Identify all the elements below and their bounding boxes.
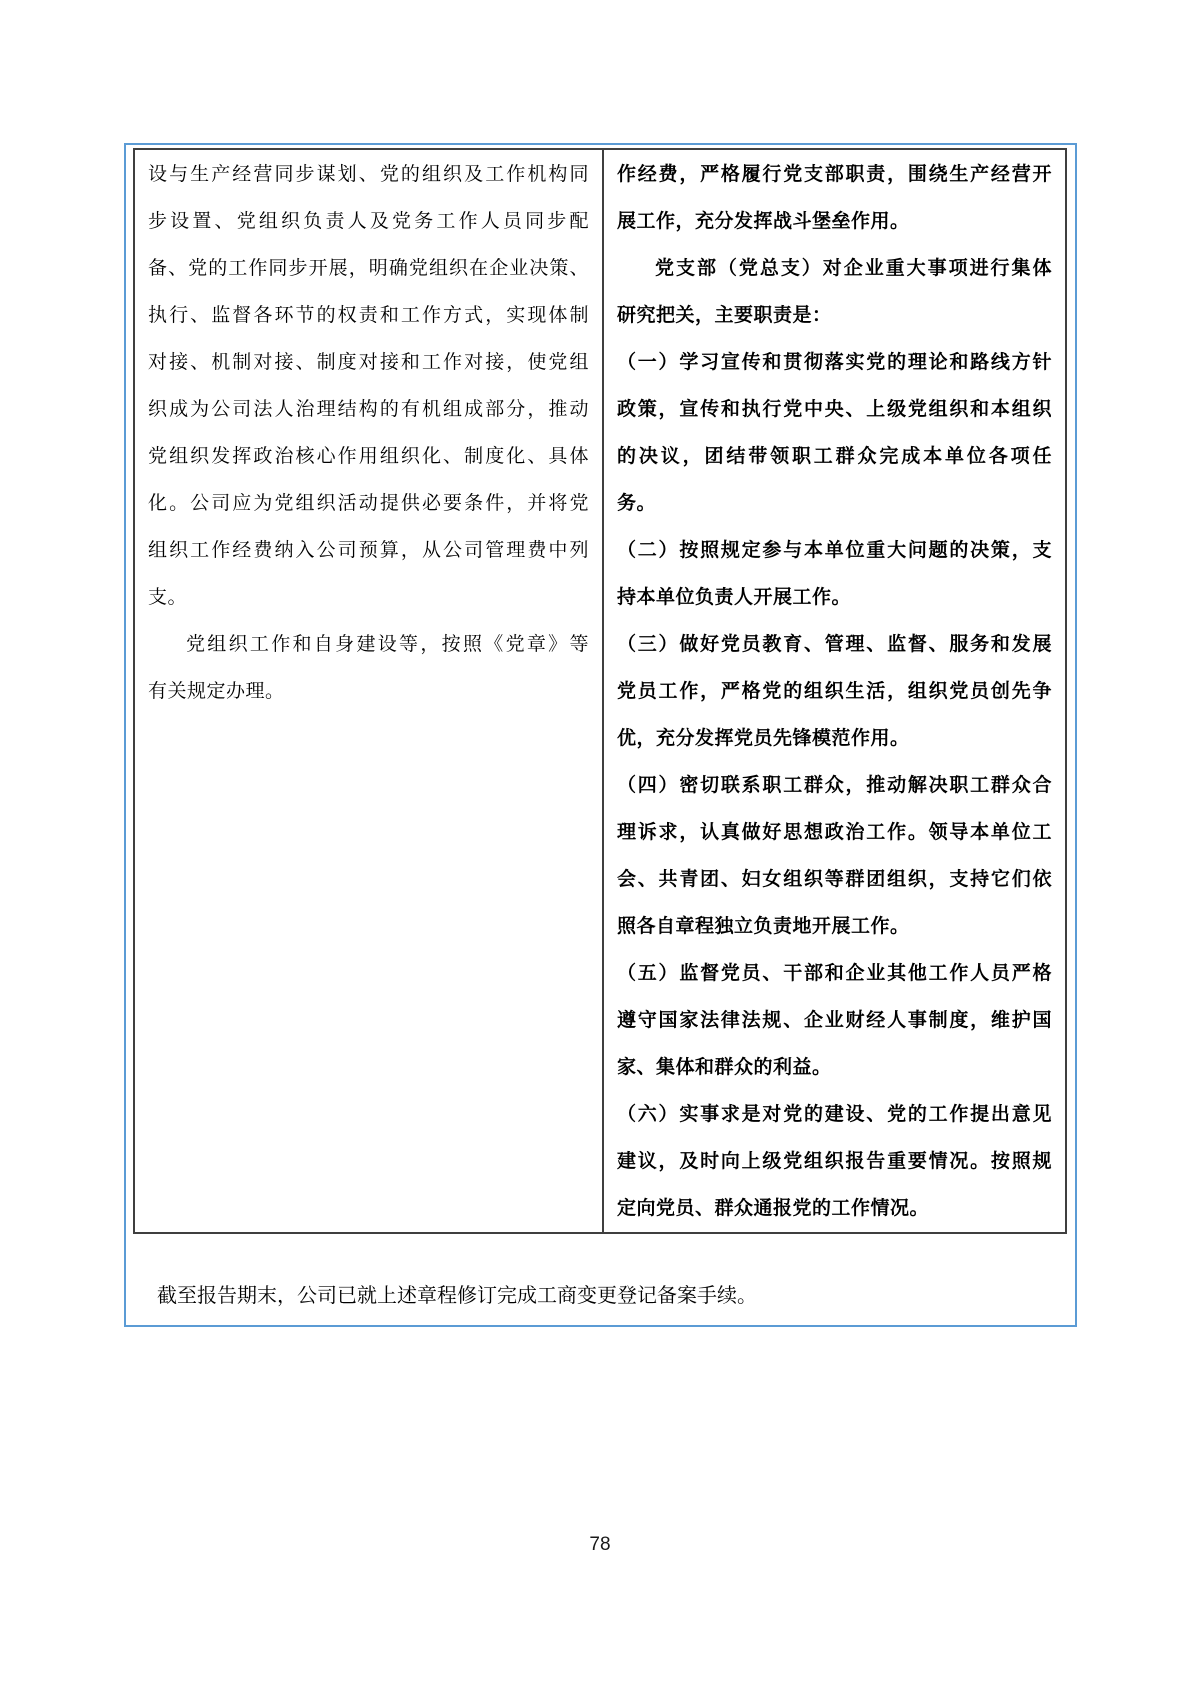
closing-paragraph: 截至报告期末，公司已就上述章程修订完成工商变更登记备案手续。	[157, 1285, 757, 1307]
text-line: 建议，及时向上级党组织报告重要情况。按照规	[617, 1151, 1052, 1172]
text-line: 理诉求，认真做好思想政治工作。领导本单位工	[617, 822, 1052, 843]
text-line: 化。公司应为党组织活动提供必要条件，并将党	[148, 493, 589, 514]
text-line: 政策，宣传和执行党中央、上级党组织和本组织	[617, 399, 1052, 420]
text-line: 会、共青团、妇女组织等群团组织，支持它们依	[617, 869, 1052, 890]
text-line: 照各自章程独立负责地开展工作。	[617, 916, 910, 937]
text-line: 家、集体和群众的利益。	[617, 1057, 832, 1078]
text-line: 设与生产经营同步谋划、党的组织及工作机构同	[148, 164, 589, 185]
text-line: 支。	[148, 587, 188, 608]
text-line: 党支部（党总支）对企业重大事项进行集体	[655, 258, 1052, 279]
text-line: 定向党员、群众通报党的工作情况。	[617, 1198, 930, 1219]
text-line: 备、党的工作同步开展，明确党组织在企业决策、	[148, 258, 589, 279]
text-line: 的决议，团结带领职工群众完成本单位各项任	[617, 446, 1052, 467]
text-line: 务。	[617, 493, 657, 514]
charter-comparison-table	[133, 148, 1067, 1234]
text-line: 对接、机制对接、制度对接和工作对接，使党组	[148, 352, 589, 373]
text-line: （五）监督党员、干部和企业其他工作人员严格	[617, 963, 1052, 984]
text-line: 党组织发挥政治核心作用组织化、制度化、具体	[148, 446, 589, 467]
text-line: 织成为公司法人治理结构的有机组成部分，推动	[148, 399, 589, 420]
text-line: 遵守国家法律法规、企业财经人事制度，维护国	[617, 1010, 1052, 1031]
page-number: 78	[589, 1534, 611, 1555]
text-line: 步设置、党组织负责人及党务工作人员同步配	[148, 211, 589, 232]
text-line: （六）实事求是对党的建设、党的工作提出意见	[617, 1104, 1052, 1125]
text-line: （二）按照规定参与本单位重大问题的决策，支	[617, 540, 1052, 561]
text-line: 有关规定办理。	[148, 681, 285, 702]
text-line: 党组织工作和自身建设等，按照《党章》等	[186, 634, 589, 655]
text-line: 研究把关，主要职责是：	[617, 305, 832, 326]
text-line: 作经费，严格履行党支部职责，围绕生产经营开	[617, 164, 1052, 185]
text-line: 展工作，充分发挥战斗堡垒作用。	[617, 211, 910, 232]
text-line: 组织工作经费纳入公司预算，从公司管理费中列	[148, 540, 589, 561]
text-line: （一）学习宣传和贯彻落实党的理论和路线方针	[617, 352, 1052, 373]
text-line: 持本单位负责人开展工作。	[617, 587, 852, 608]
table-cell-left	[135, 150, 604, 1232]
content-border-box	[124, 143, 1077, 1327]
text-line: 优，充分发挥党员先锋模范作用。	[617, 728, 910, 749]
text-line: （四）密切联系职工群众，推动解决职工群众合	[617, 775, 1052, 796]
table-cell-right	[604, 150, 1065, 1232]
text-line: 党员工作，严格党的组织生活，组织党员创先争	[617, 681, 1052, 702]
text-line: （三）做好党员教育、管理、监督、服务和发展	[617, 634, 1052, 655]
text-line: 执行、监督各环节的权责和工作方式，实现体制	[148, 305, 589, 326]
